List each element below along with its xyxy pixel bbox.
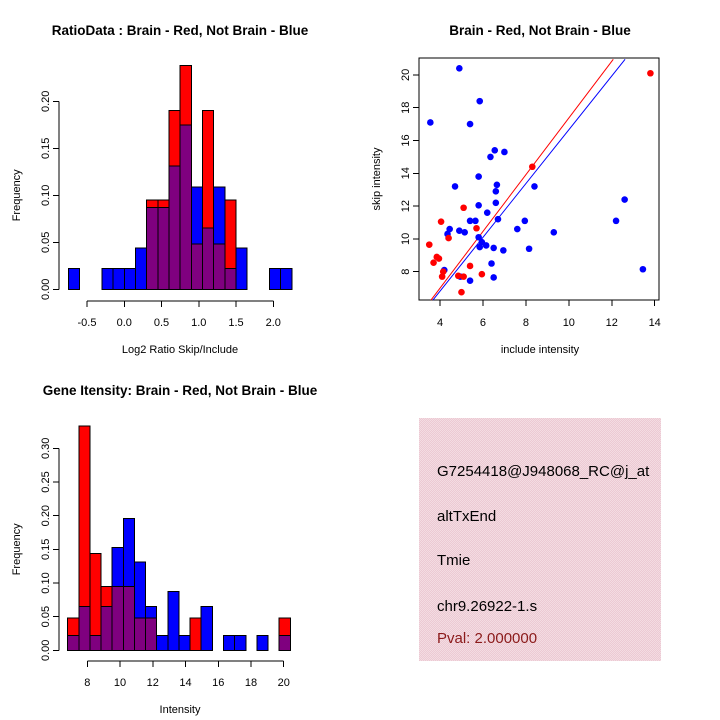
hist-bar-red [158,200,169,208]
gene-name-text: Tmie [437,552,471,569]
scatter-point-not-brain-blue [490,245,497,252]
info-box [419,418,661,661]
hist-bar-overlap [147,208,158,290]
hist-bar-blue [157,635,168,650]
scatter-point-not-brain-blue [483,242,490,249]
panel-intensity-scatter [360,0,720,360]
hist-bar-overlap [146,618,157,650]
x-axis-label: Log2 Ratio Skip/Include [121,344,239,356]
y-tick-label: 0.10 [40,184,52,207]
x-tick-label: 1.5 [228,317,244,329]
x-tick-label: -0.5 [77,317,97,329]
x-tick-label: 8 [522,317,529,329]
x-tick-label: 8 [84,677,91,689]
x-axis-label: include intensity [500,344,580,356]
hist-bar-overlap [279,635,290,650]
scatter-point-not-brain-blue [495,216,502,223]
scatter-point-not-brain-blue [475,202,482,209]
hist-bar-blue [68,269,79,290]
x-tick-label: 12 [146,677,159,689]
scatter-point-brain-red [647,70,654,77]
y-axis-label: skip intensity [371,147,383,211]
fit-line-blue [433,59,625,300]
scatter-point-not-brain-blue [452,183,459,190]
hist-bar-overlap [180,125,191,289]
scatter-point-brain-red [426,241,433,248]
event-type-text: altTxEnd [437,508,497,525]
hist-bar-red [279,618,290,636]
scatter-point-not-brain-blue [491,147,498,154]
scatter-point-not-brain-blue [487,154,494,161]
x-tick-label: 16 [212,677,225,689]
chart-title: Brain - Red, Not Brain - Blue [449,23,631,38]
scatter-point-not-brain-blue [500,247,507,254]
hist-bar-blue [257,635,268,650]
hist-bar-blue [223,635,234,650]
hist-bar-overlap [134,618,145,650]
scatter-point-not-brain-blue [476,98,483,105]
scatter-point-brain-red [439,273,446,280]
hist-bar-blue [112,547,123,586]
scatter-point-brain-red [460,273,467,280]
hist-bar-red [68,618,79,636]
scatter-point-not-brain-blue [488,260,495,267]
hist-bar-overlap [112,586,123,650]
x-tick-label: 10 [562,317,575,329]
x-tick-label: 20 [277,677,290,689]
plot-box [419,58,659,300]
y-tick-label: 10 [400,232,412,246]
hist-bar-overlap [90,635,101,650]
scatter-point-brain-red [529,163,536,170]
scatter-point-brain-red [445,235,452,242]
scatter-point-not-brain-blue [501,149,508,156]
scatter-point-not-brain-blue [531,183,538,190]
scatter-point-not-brain-blue [456,65,463,72]
panel-info [360,360,720,720]
hist-bar-blue [123,518,134,586]
scatter-point-not-brain-blue [475,173,482,180]
scatter-point-not-brain-blue [514,226,521,233]
y-tick-label: 0.20 [40,504,52,527]
x-tick-label: 10 [113,677,127,689]
x-tick-label: 18 [244,677,258,689]
y-tick-label: 0.00 [40,278,52,301]
hist-bar-blue [102,269,113,290]
fit-line-red [431,59,613,300]
chart-title: RatioData : Brain - Red, Not Brain - Blue [51,23,309,38]
scatter-point-not-brain-blue [522,218,529,225]
scatter-point-brain-red [467,263,474,270]
x-tick-label: 12 [605,317,618,329]
hist-bar-overlap [169,166,180,289]
x-tick-label: 6 [479,317,487,329]
scatter-point-not-brain-blue [613,218,620,225]
y-tick-label: 0.10 [40,572,52,594]
scatter-point-not-brain-blue [467,121,474,128]
x-axis-label: Intensity [159,704,201,716]
y-tick-label: 16 [400,134,412,147]
scatter-point-brain-red [473,225,480,232]
hist-bar-blue [179,635,190,650]
scatter-point-not-brain-blue [476,244,483,251]
hist-bar-red [101,586,112,606]
hist-bar-overlap [191,244,202,289]
hist-bar-blue [214,187,225,244]
scatter-point-not-brain-blue [493,188,500,195]
hist-bar-blue [201,607,212,651]
scatter-point-brain-red [458,289,465,296]
hist-bar-overlap [214,244,225,289]
scatter-point-not-brain-blue [621,196,628,203]
hist-bar-blue [270,269,281,290]
hist-bar-blue [124,269,135,290]
scatter-point-not-brain-blue [427,119,434,126]
hist-bar-red [169,111,180,166]
scatter-point-brain-red [436,255,443,262]
y-tick-label: 14 [400,167,412,180]
y-axis-label: Frequency [11,169,23,222]
scatter-point-not-brain-blue [550,229,557,236]
panel-gene-histogram [0,360,360,720]
locus-text: chr9.26922-1.s [437,598,538,615]
hist-bar-red [190,618,201,650]
y-tick-label: 0.05 [40,605,52,628]
hist-bar-overlap [68,635,79,650]
x-tick-label: 14 [648,317,661,329]
scatter-point-brain-red [479,271,486,278]
hist-bar-blue [236,248,247,289]
hist-bar-red [147,200,158,208]
scatter-point-not-brain-blue [467,277,474,284]
hist-bar-blue [113,269,124,290]
x-tick-label: 0.5 [153,317,170,329]
hist-bar-overlap [202,228,213,289]
hist-bar-blue [134,562,145,618]
hist-bar-blue [235,635,246,650]
y-tick-label: 18 [400,101,412,114]
scatter-point-not-brain-blue [484,209,491,216]
scatter-point-not-brain-blue [526,245,533,252]
x-tick-label: 4 [436,317,444,329]
hist-bar-overlap [123,586,134,650]
hist-bar-red [90,553,101,635]
hist-bar-overlap [79,607,90,651]
scatter-point-not-brain-blue [494,181,501,188]
y-tick-label: 0.20 [40,90,52,113]
hist-bar-blue [168,592,179,651]
x-tick-label: 14 [179,677,192,689]
scatter-point-brain-red [460,204,467,211]
hist-bar-overlap [101,607,112,651]
y-tick-label: 0.15 [40,538,52,561]
hist-bar-red [79,426,90,606]
scatter-point-not-brain-blue [640,266,647,273]
hist-bar-blue [135,248,146,289]
y-tick-label: 20 [400,68,412,82]
scatter-point-not-brain-blue [461,229,468,236]
hist-bar-blue [191,187,202,244]
hist-bar-overlap [225,269,236,290]
scatter-point-not-brain-blue [472,218,479,225]
y-tick-label: 0.00 [40,639,52,662]
probe-id-text: G7254418@J948068_RC@j_at [437,463,650,480]
panel-ratio-histogram [0,0,360,360]
y-axis-label: Frequency [11,523,23,576]
hist-bar-blue [281,269,292,290]
scatter-point-brain-red [430,259,437,266]
hist-bar-red [180,66,191,125]
scatter-point-brain-red [438,218,445,225]
y-tick-label: 0.25 [40,471,53,493]
hist-bar-blue [146,607,157,618]
hist-bar-red [225,200,236,269]
y-tick-label: 0.15 [40,137,52,160]
hist-bar-red [202,111,213,229]
hist-bar-overlap [158,208,169,290]
scatter-point-not-brain-blue [493,200,500,207]
scatter-point-not-brain-blue [490,274,497,281]
y-tick-label: 0.05 [40,231,52,254]
chart-title: Gene Itensity: Brain - Red, Not Brain - Blue [42,383,318,398]
x-tick-label: 1.0 [191,317,207,329]
y-tick-label: 8 [400,268,412,275]
y-tick-label: 0.30 [40,437,52,460]
y-tick-label: 12 [400,199,412,213]
x-tick-label: 0.0 [116,317,132,329]
x-tick-label: 2.0 [265,317,281,329]
pval-text: Pval: 2.000000 [437,630,538,647]
